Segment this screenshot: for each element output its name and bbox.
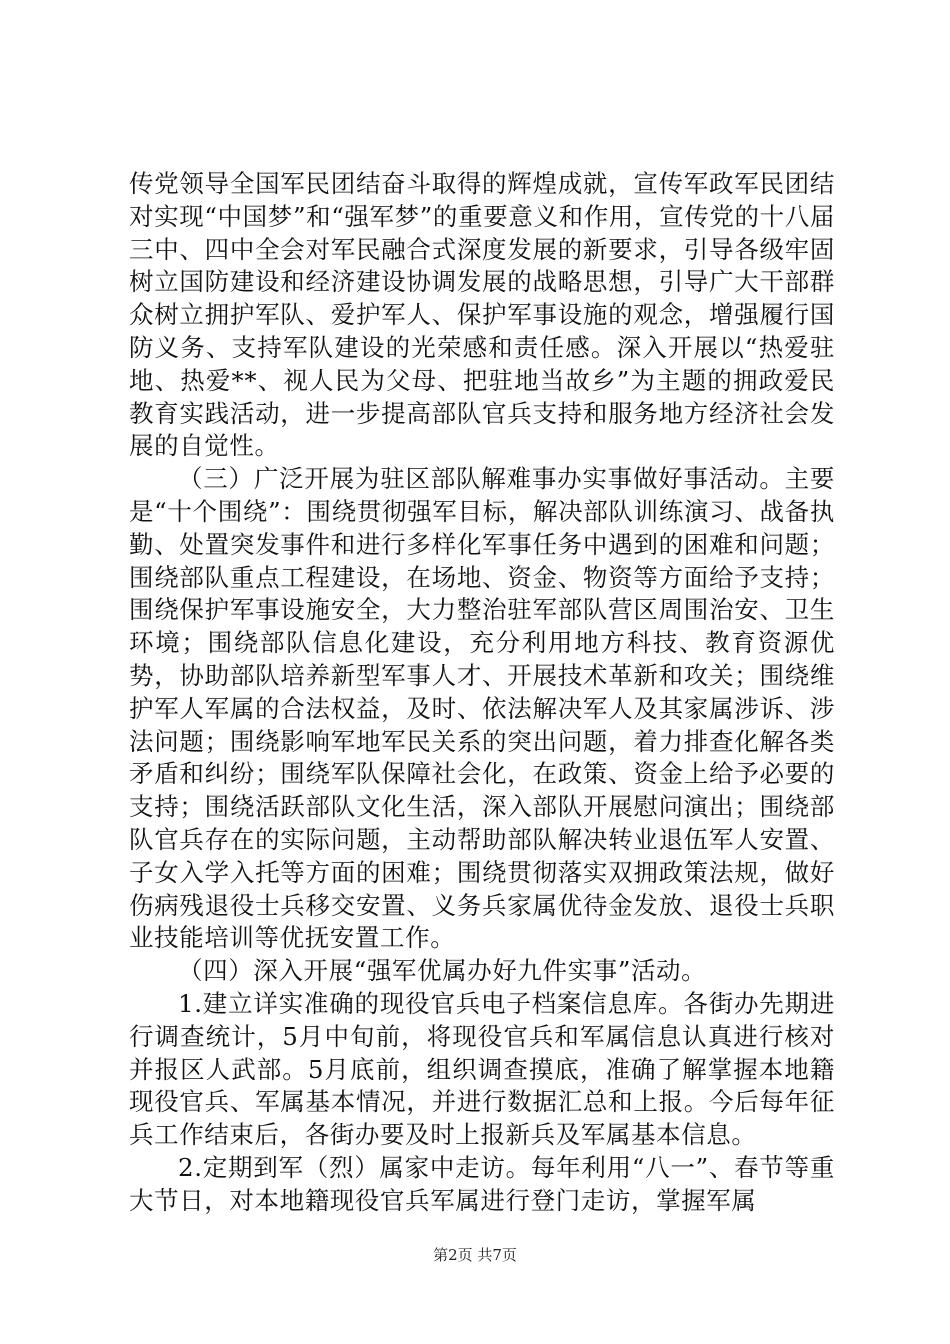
paragraph-item-1: 1.建立详实准确的现役官兵电子档案信息库。各街办先期进行调查统计，5月中旬前，将现役官兵和军属信息认真进行核对并报区人武部。5月底前，组织调查摸底，准确了解掌握本地籍现役官兵、军属基本情况，并进行数据汇总和上报。今后每年征兵工作结束后，各街办要及时上报新兵及军属基本信息。 [129,988,835,1150]
paragraph-section-four-heading: （四）深入开展“强军优属办好九件实事”活动。 [178,956,707,986]
paragraph-propaganda-continued: 传党领导全国军民团结奋斗取得的辉煌成就，宣传军政军民团结对实现“中国梦”和“强军梦”的重要意义和作用，宣传党的十八届三中、四中全会对军民融合式深度发展的新要求，引导各级牢固树立国防建设和经济建设协调发展的战略思想，引导广大干部群众树立拥护军队、爱护军人、保护军事设施的观念，增强履行国防义务、支持军队建设的光荣感和责任感。深入开展以“热爱驻地、热爱**、视人民为父母、把驻地当故乡”为主题的拥政爱民教育实践活动，进一步提高部队官兵支持和服务地方经济社会发展的自觉性。 [129,169,835,461]
paragraph-section-three: （三）广泛开展为驻区部队解难事办实事做好事活动。主要是“十个围绕”：围绕贯彻强军目标，解决部队训练演习、战备执勤、处置突发事件和进行多样化军事任务中遇到的困难和问题；围绕部队重点工程建设，在场地、资金、物资等方面给予支持；围绕保护军事设施安全，大力整治驻军部队营区周围治安、卫生环境；围绕部队信息化建设，充分利用地方科技、教育资源优势，协助部队培养新型军事人才、开展技术革新和攻关；围绕维护军人军属的合法权益，及时、依法解决军人及其家属涉诉、涉法问题；围绕影响军地军民关系的突出问题，着力排查化解各类矛盾和纠纷；围绕军队保障社会化，在政策、资金上给予必要的支持；围绕活跃部队文化生活，深入部队开展慰问演出；围绕部队官兵存在的实际问题，主动帮助部队解决转业退伍军人安置、子女入学入托等方面的困难；围绕贯彻落实双拥政策法规，做好伤病残退役士兵移交安置、义务兵家属优待金发放、退役士兵职业技能培训等优抚安置工作。 [129,464,835,953]
document-body [129,168,835,1218]
paragraph-item-2: 2.定期到军（烈）属家中走访。每年利用“八一”、春节等重大节日，对本地籍现役官兵军属进行登门走访，掌握军属 [129,1152,835,1215]
page-number-footer: 第2页 共7页 [433,1246,517,1264]
